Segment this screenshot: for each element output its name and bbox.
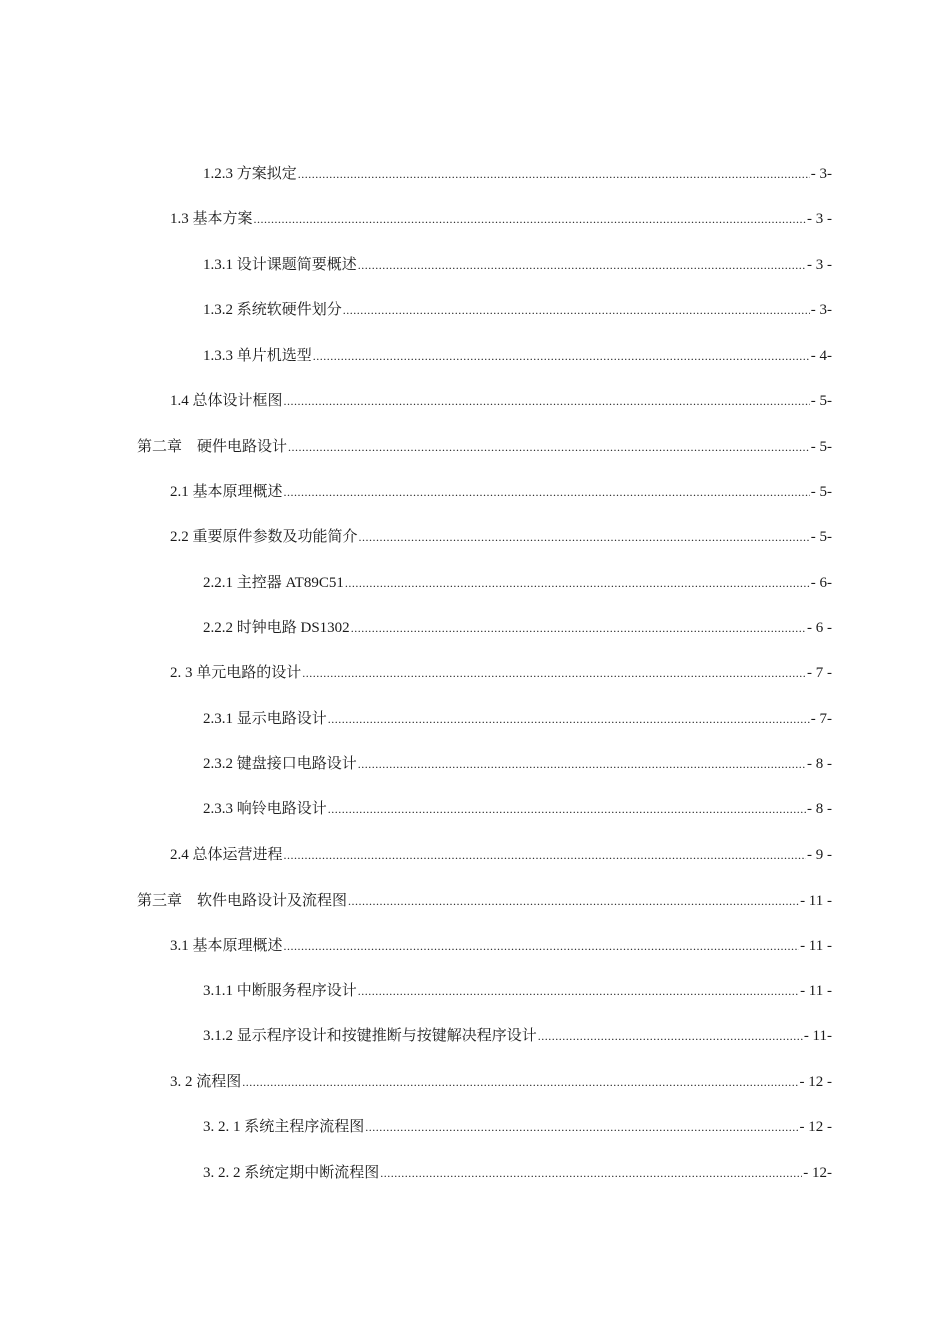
toc-entry[interactable] [203,1117,832,1137]
toc-page-number: - 11- [803,1028,832,1044]
toc-entry-title: 第二章 硬件电路设计 [137,437,288,455]
toc-entry-title: 1.3.2 系统软硬件划分 [203,302,342,318]
toc-dot-leader [288,437,810,457]
toc-page-number: - 8 - [807,801,832,817]
toc-entry[interactable] [170,1072,832,1092]
toc-dot-leader [298,164,810,184]
toc-entry[interactable] [203,573,832,593]
toc-dot-leader [284,845,806,865]
toc-entry-title: 2.2.2 时钟电路 DS1302 [203,620,350,636]
toc-page-number: - 3 - [807,211,832,227]
toc-entry[interactable] [203,799,832,819]
toc-page-number: - 5- [810,529,832,545]
toc-dot-leader [242,1072,798,1092]
toc-entry-title: 1.2.3 方案拟定 [203,166,297,182]
toc-dot-leader [343,300,810,320]
toc-page-number: - 12 - [799,1074,832,1090]
toc-page-number: - 7- [810,711,832,727]
toc-entry-title: 1.3.1 设计课题简要概述 [203,257,357,273]
toc-entry-title: 3. 2 流程图 [170,1074,242,1090]
toc-entry-title: 3.1.1 中断服务程序设计 [203,983,357,999]
toc-entry-title: 3.1.2 显示程序设计和按键推断与按键解决程序设计 [203,1028,537,1044]
toc-entry-title: 2.2.1 主控器 AT89C51 [203,575,344,591]
toc-entry[interactable] [203,346,832,366]
toc-dot-leader [358,255,806,275]
toc-entry-title: 2.3.3 响铃电路设计 [203,801,327,817]
toc-page-number: - 3 - [807,257,832,273]
toc-entry-title: 3. 2. 2 系统定期中断流程图 [203,1165,380,1181]
toc-page-number: - 5- [810,393,832,409]
toc-dot-leader [345,573,810,593]
toc-entry-title: 2.4 总体运营进程 [170,847,283,863]
toc-entry-title: 2. 3 单元电路的设计 [170,665,302,681]
toc-page-number: - 4- [810,348,832,364]
toc-dot-leader [284,482,810,502]
toc-dot-leader [358,754,806,774]
toc-entry[interactable] [170,936,832,956]
toc-entry[interactable] [170,209,832,229]
toc-entry-chapter[interactable] [137,890,832,911]
toc-entry[interactable] [170,527,832,547]
toc-page-number: - 5- [810,484,832,500]
toc-entry-chapter[interactable] [137,436,832,457]
toc-entry-title: 2.1 基本原理概述 [170,484,283,500]
toc-entry[interactable] [203,754,832,774]
toc-entry-title: 3.1 基本原理概述 [170,938,283,954]
toc-dot-leader [302,663,806,683]
toc-entry-title: 2.2 重要原件参数及功能简介 [170,529,358,545]
toc-entry[interactable] [203,255,832,275]
toc-entry[interactable] [170,482,832,502]
toc-entry[interactable] [170,391,832,411]
toc-dot-leader [358,981,799,1001]
toc-page-number: - 11 - [800,893,832,909]
toc-entry[interactable] [203,1026,832,1046]
toc-page-number: - 12- [803,1165,832,1181]
toc-entry-title: 1.4 总体设计框图 [170,393,283,409]
toc-dot-leader [359,527,810,547]
toc-entry[interactable] [170,663,832,683]
toc-page-number: - 3- [810,302,832,318]
toc-dot-leader [348,891,799,911]
toc-page-number: - 3- [810,166,832,182]
toc-entry-title: 3. 2. 1 系统主程序流程图 [203,1119,365,1135]
toc-entry[interactable] [203,709,832,729]
toc-dot-leader [365,1117,798,1137]
toc-page-number: - 8 - [807,756,832,772]
toc-dot-leader [380,1163,802,1183]
toc-page-number: - 6 - [807,620,832,636]
toc-dot-leader [313,346,810,366]
toc-page-number: - 11 - [800,938,832,954]
toc-entry[interactable] [170,845,832,865]
toc-entry[interactable] [203,618,832,638]
toc-entry[interactable] [203,1163,832,1183]
toc-page-number: - 7 - [807,665,832,681]
toc-entry-title: 1.3 基本方案 [170,211,253,227]
toc-dot-leader [328,799,806,819]
toc-page-number: - 12 - [799,1119,832,1135]
toc-dot-leader [254,209,806,229]
toc-page-number: - 9 - [807,847,832,863]
toc-entry-title: 1.3.3 单片机选型 [203,348,312,364]
toc-page-number: - 5- [810,439,832,455]
toc-entry-title: 2.3.1 显示电路设计 [203,711,327,727]
toc-entry-title: 第三章 软件电路设计及流程图 [137,891,348,909]
toc-entry[interactable] [203,300,832,320]
toc-page-number: - 6- [810,575,832,591]
toc-entry[interactable] [203,981,832,1001]
toc-dot-leader [328,709,810,729]
toc-entry-title: 2.3.2 键盘接口电路设计 [203,756,357,772]
toc-dot-leader [284,936,800,956]
toc-dot-leader [284,391,810,411]
toc-dot-leader [351,618,806,638]
toc-page-number: - 11 - [800,983,832,999]
toc-entry[interactable] [203,164,832,184]
toc-dot-leader [538,1026,803,1046]
